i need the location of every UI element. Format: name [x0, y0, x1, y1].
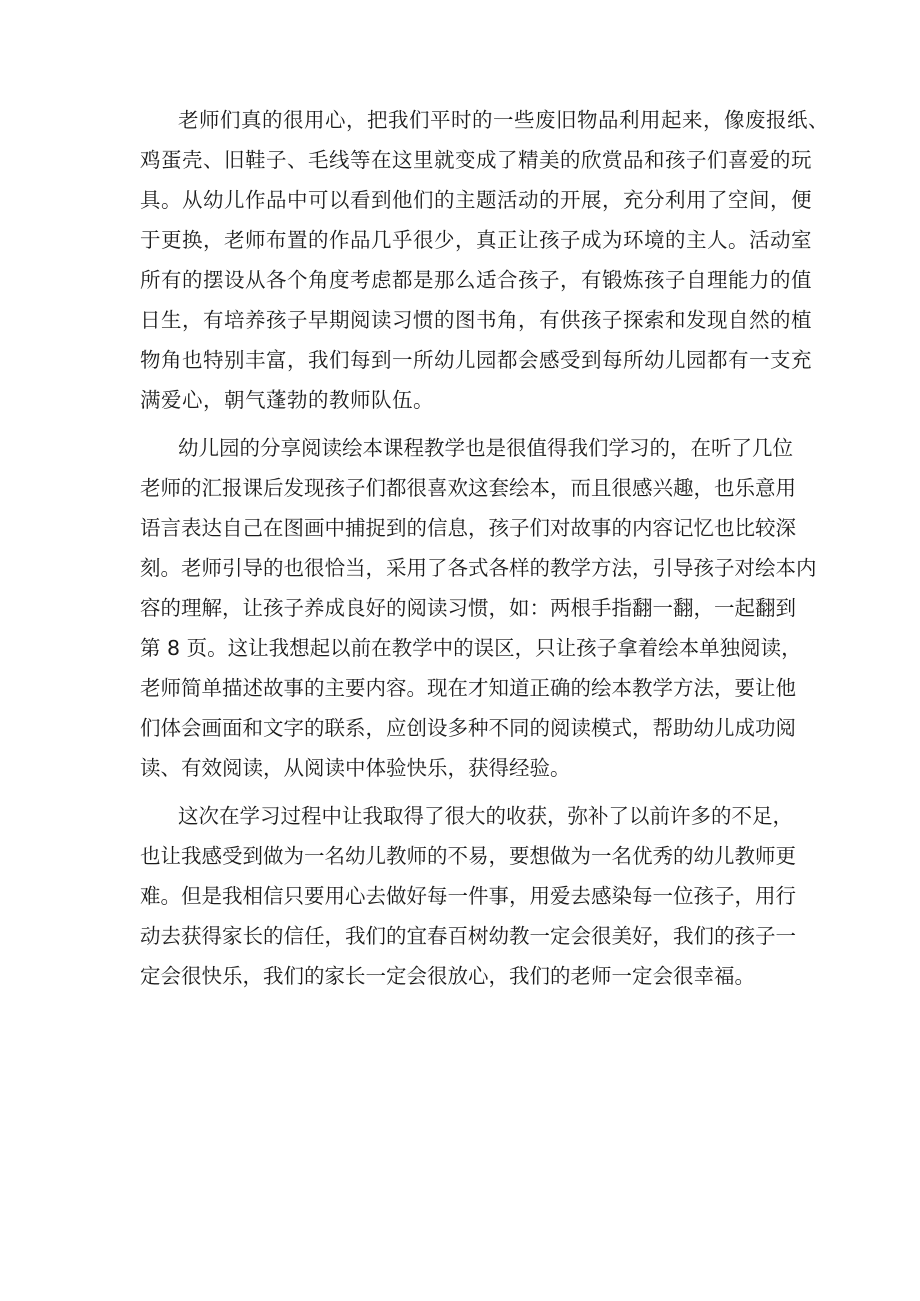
paragraph-line: 们体会画面和文字的联系，应创设多种不同的阅读模式，帮助幼儿成功阅 — [140, 716, 796, 740]
paragraph-line: 所有的摆设从各个角度考虑都是那么适合孩子，有锻炼孩子自理能力的值 — [140, 268, 812, 292]
paragraph-line: 具。从幼儿作品中可以看到他们的主题活动的开展，充分利用了空间，便 — [140, 188, 812, 212]
paragraph-line: 物角也特别丰富，我们每到一所幼儿园都会感受到每所幼儿园都有一支充 — [140, 348, 812, 372]
paragraph-line: 动去获得家长的信任，我们的宜春百树幼教一定会很美好，我们的孩子一 — [140, 924, 796, 948]
paragraph-line: 定会很快乐，我们的家长一定会很放心，我们的老师一定会很幸福。 — [140, 964, 755, 988]
paragraph-3 — [140, 796, 796, 996]
paragraph-line: 也让我感受到做为一名幼儿教师的不易，要想做为一名优秀的幼儿教师更 — [140, 844, 796, 868]
document-body — [140, 100, 829, 1004]
paragraph-line: 老师简单描述故事的主要内容。现在才知道正确的绘本教学方法，要让他 — [140, 676, 796, 700]
paragraph-line: 刻。老师引导的也很恰当，采用了各式各样的教学方法，引导孩子对绘本内 — [140, 556, 817, 580]
paragraph-line: 日生，有培养孩子早期阅读习惯的图书角，有供孩子探索和发现自然的植 — [140, 308, 812, 332]
paragraph-2 — [140, 428, 817, 788]
paragraph-line: 难。但是我相信只要用心去做好每一件事，用爱去感染每一位孩子，用行 — [140, 884, 796, 908]
paragraph-line: 第 8 页。这让我想起以前在教学中的误区，只让孩子拿着绘本单独阅读， — [140, 636, 802, 660]
paragraph-line: 语言表达自己在图画中捕捉到的信息，孩子们对故事的内容记忆也比较深 — [140, 516, 796, 540]
paragraph-line: 容的理解，让孩子养成良好的阅读习惯，如：两根手指翻一翻，一起翻到 — [140, 596, 796, 620]
paragraph-line: 于更换，老师布置的作品几乎很少，真正让孩子成为环境的主人。活动室 — [140, 228, 812, 252]
paragraph-1 — [140, 100, 829, 420]
paragraph-line: 老师们真的很用心，把我们平时的一些废旧物品利用起来，像废报纸、 — [178, 108, 829, 132]
paragraph-line: 满爱心，朝气蓬勃的教师队伍。 — [140, 388, 434, 412]
paragraph-line: 读、有效阅读，从阅读中体验快乐，获得经验。 — [140, 756, 571, 780]
paragraph-line: 这次在学习过程中让我取得了很大的收获，弥补了以前许多的不足， — [178, 804, 793, 828]
paragraph-line: 幼儿园的分享阅读绘本课程教学也是很值得我们学习的，在听了几位 — [178, 436, 793, 460]
paragraph-line: 老师的汇报课后发现孩子们都很喜欢这套绘本，而且很感兴趣，也乐意用 — [140, 476, 796, 500]
paragraph-line: 鸡蛋壳、旧鞋子、毛线等在这里就变成了精美的欣赏品和孩子们喜爱的玩 — [140, 148, 812, 172]
